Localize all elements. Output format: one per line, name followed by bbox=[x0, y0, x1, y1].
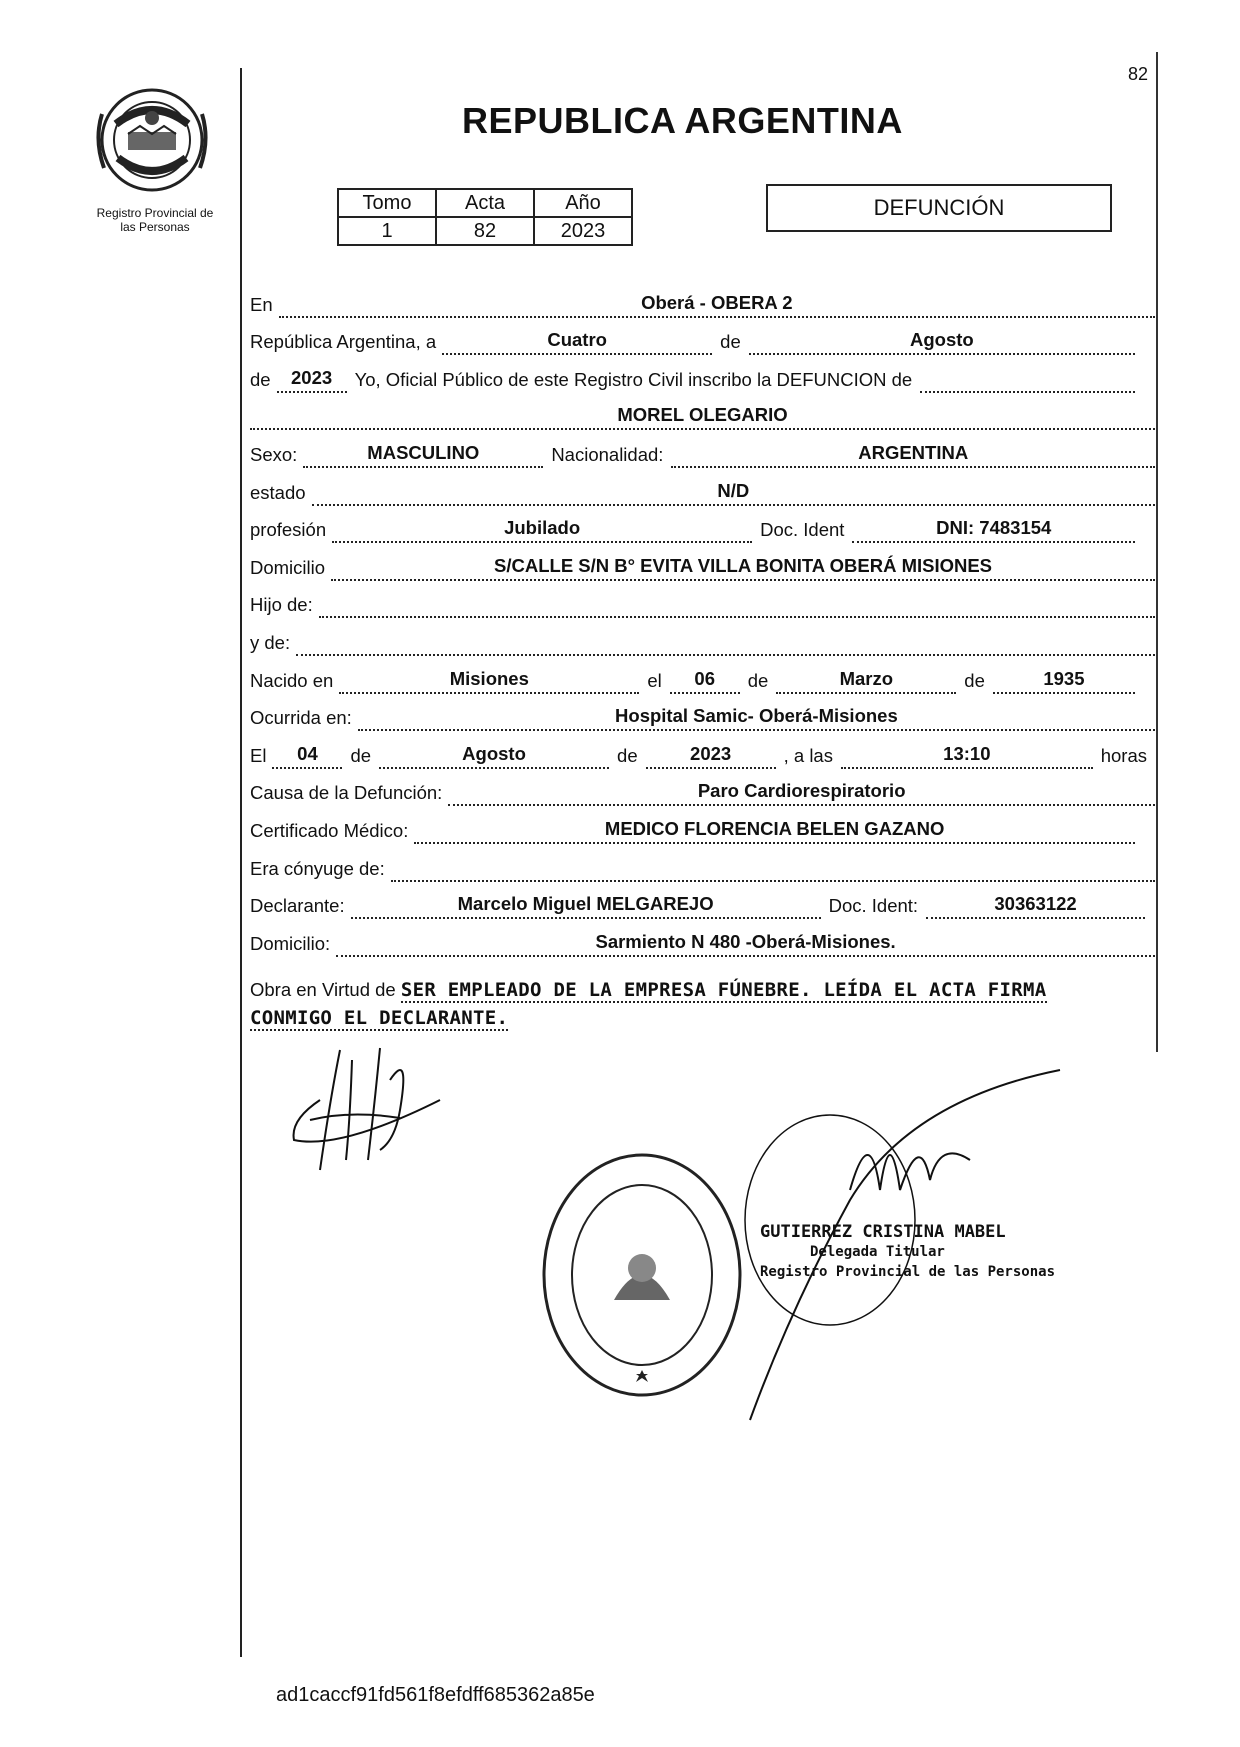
republica-label: República Argentina, a bbox=[250, 331, 437, 353]
obra-text-line2: CONMIGO EL DECLARANTE. bbox=[250, 1007, 509, 1029]
profesion-field: Jubilado bbox=[332, 517, 752, 543]
nacionalidad-label: Nacionalidad: bbox=[551, 443, 664, 465]
sexo-field: MASCULINO bbox=[303, 442, 543, 468]
certificado-field: MEDICO FLORENCIA BELEN GAZANO bbox=[414, 818, 1135, 844]
causa-label: Causa de la Defunción: bbox=[250, 782, 443, 804]
row-sexo bbox=[250, 430, 1155, 468]
official-text: Yo, Oficial Público de este Registro Civil inscribo la DEFUNCION de bbox=[354, 368, 913, 390]
birthplace-field: Misiones bbox=[339, 668, 639, 694]
death-de2-label: de bbox=[617, 744, 638, 766]
anio-value: 2023 bbox=[534, 217, 632, 245]
declarant-signature bbox=[280, 1040, 460, 1180]
sexo-label: Sexo: bbox=[250, 443, 298, 465]
tomo-header: Tomo bbox=[338, 189, 436, 217]
right-margin-rule bbox=[1156, 52, 1158, 1052]
death-de1-label: de bbox=[350, 744, 372, 766]
row-y-de bbox=[250, 618, 1155, 656]
declarante-field: Marcelo Miguel MELGAREJO bbox=[351, 893, 821, 919]
estado-label: estado bbox=[250, 481, 306, 503]
ocurrida-label: Ocurrida en: bbox=[250, 707, 352, 729]
causa-field: Paro Cardiorespiratorio bbox=[448, 780, 1155, 806]
profesion-label: profesión bbox=[250, 519, 327, 541]
document-title: REPUBLICA ARGENTINA bbox=[462, 100, 903, 141]
hijo-de-field bbox=[319, 592, 1155, 618]
death-day-field: 04 bbox=[272, 743, 342, 769]
registry-table bbox=[337, 188, 633, 246]
el2-label: El bbox=[250, 744, 267, 766]
death-record-form bbox=[250, 280, 1155, 957]
row-death-date bbox=[250, 731, 1155, 769]
row-hijo-de bbox=[250, 581, 1155, 619]
horas-label: horas bbox=[1100, 744, 1147, 766]
row-date-words bbox=[250, 318, 1155, 356]
domicilio-label: Domicilio bbox=[250, 556, 326, 578]
row-estado bbox=[250, 468, 1155, 506]
acta-header: Acta bbox=[436, 189, 534, 217]
row-nacido bbox=[250, 656, 1155, 694]
obra-text-line1: SER EMPLEADO DE LA EMPRESA FÚNEBRE. LEÍDA EL ACTA FIRMA bbox=[400, 979, 1047, 1001]
birth-de2-label: de bbox=[964, 669, 985, 691]
birth-month-field: Marzo bbox=[776, 668, 956, 694]
death-month-field: Agosto bbox=[379, 743, 609, 769]
row-en bbox=[250, 280, 1155, 318]
domicilio2-label: Domicilio: bbox=[250, 932, 331, 954]
registry-table-header-row bbox=[338, 189, 632, 217]
estado-field: N/D bbox=[312, 480, 1155, 506]
acta-value: 82 bbox=[436, 217, 534, 245]
conyuge-label: Era cónyuge de: bbox=[250, 857, 385, 879]
anio-header: Año bbox=[534, 189, 632, 217]
certificado-label: Certificado Médico: bbox=[250, 819, 409, 841]
day-words-field: Cuatro bbox=[442, 329, 712, 355]
y-de-label: y de: bbox=[250, 631, 291, 653]
official-text-trailing-line bbox=[920, 367, 1135, 393]
obra-prefix: Obra en Virtud de bbox=[250, 979, 396, 1000]
hijo-de-label: Hijo de: bbox=[250, 594, 313, 616]
row-domicilio bbox=[250, 543, 1155, 581]
declarante-label: Declarante: bbox=[250, 895, 345, 917]
row-certificado bbox=[250, 806, 1155, 844]
year-field: 2023 bbox=[277, 367, 347, 393]
decl-doc-label: Doc. Ident: bbox=[828, 895, 919, 917]
registry-logo-caption bbox=[70, 206, 240, 234]
doc-ident-label: Doc. Ident bbox=[760, 519, 845, 541]
row-causa bbox=[250, 769, 1155, 807]
death-time-field: 13:10 bbox=[841, 743, 1093, 769]
doc-ident-field: DNI: 7483154 bbox=[852, 517, 1135, 543]
birth-day-field: 06 bbox=[670, 668, 740, 694]
el-label: el bbox=[647, 669, 662, 691]
official-role: Delegada Titular bbox=[810, 1244, 945, 1260]
nacionalidad-field: ARGENTINA bbox=[671, 442, 1155, 468]
row-profesion bbox=[250, 506, 1155, 544]
row-ocurrida bbox=[250, 694, 1155, 732]
decl-doc-field: 30363122 bbox=[926, 893, 1145, 919]
document-hash: ad1caccf91fd561f8efdff685362a85e bbox=[276, 1684, 595, 1706]
row-year bbox=[250, 355, 1155, 393]
domicilio-field: S/CALLE S/N B° EVITA VILLA BONITA OBERÁ MISIONES bbox=[331, 555, 1155, 581]
a-las-label: , a las bbox=[783, 744, 833, 766]
de-label: de bbox=[720, 331, 741, 353]
row-domicilio2 bbox=[250, 919, 1155, 957]
ocurrida-field: Hospital Samic- Oberá-Misiones bbox=[358, 705, 1155, 731]
act-type-box: DEFUNCIÓN bbox=[766, 184, 1112, 232]
registry-table-value-row bbox=[338, 217, 632, 245]
y-de-field bbox=[296, 630, 1155, 656]
row-declarante bbox=[250, 882, 1155, 920]
en-label: En bbox=[250, 293, 273, 315]
row-deceased-name bbox=[250, 393, 1155, 431]
month-field: Agosto bbox=[749, 329, 1135, 355]
official-name: GUTIERREZ CRISTINA MABEL bbox=[760, 1222, 1006, 1242]
official-org: Registro Provincial de las Personas bbox=[760, 1264, 1056, 1280]
en-field: Oberá - OBERA 2 bbox=[279, 292, 1155, 318]
obra-en-virtud bbox=[250, 976, 1158, 1032]
birth-year-field: 1935 bbox=[993, 668, 1135, 694]
registry-stamp bbox=[540, 1150, 745, 1400]
logo-caption-line1: Registro Provincial de bbox=[96, 206, 214, 220]
tomo-value: 1 bbox=[338, 217, 436, 245]
deceased-name-field: MOREL OLEGARIO bbox=[250, 404, 1155, 430]
registry-seal-logo bbox=[92, 84, 212, 196]
birth-de1-label: de bbox=[747, 669, 769, 691]
official-stamp-text bbox=[760, 1222, 1055, 1282]
page-number: 82 bbox=[1128, 64, 1149, 84]
nacido-label: Nacido en bbox=[250, 669, 334, 691]
death-year-field: 2023 bbox=[646, 743, 776, 769]
left-margin-rule bbox=[240, 68, 242, 1657]
logo-caption-line2: las Personas bbox=[120, 220, 190, 234]
domicilio2-field: Sarmiento N 480 -Oberá-Misiones. bbox=[336, 931, 1155, 957]
conyuge-field bbox=[391, 856, 1155, 882]
row-conyuge bbox=[250, 844, 1155, 882]
year-prefix-label: de bbox=[250, 368, 271, 390]
